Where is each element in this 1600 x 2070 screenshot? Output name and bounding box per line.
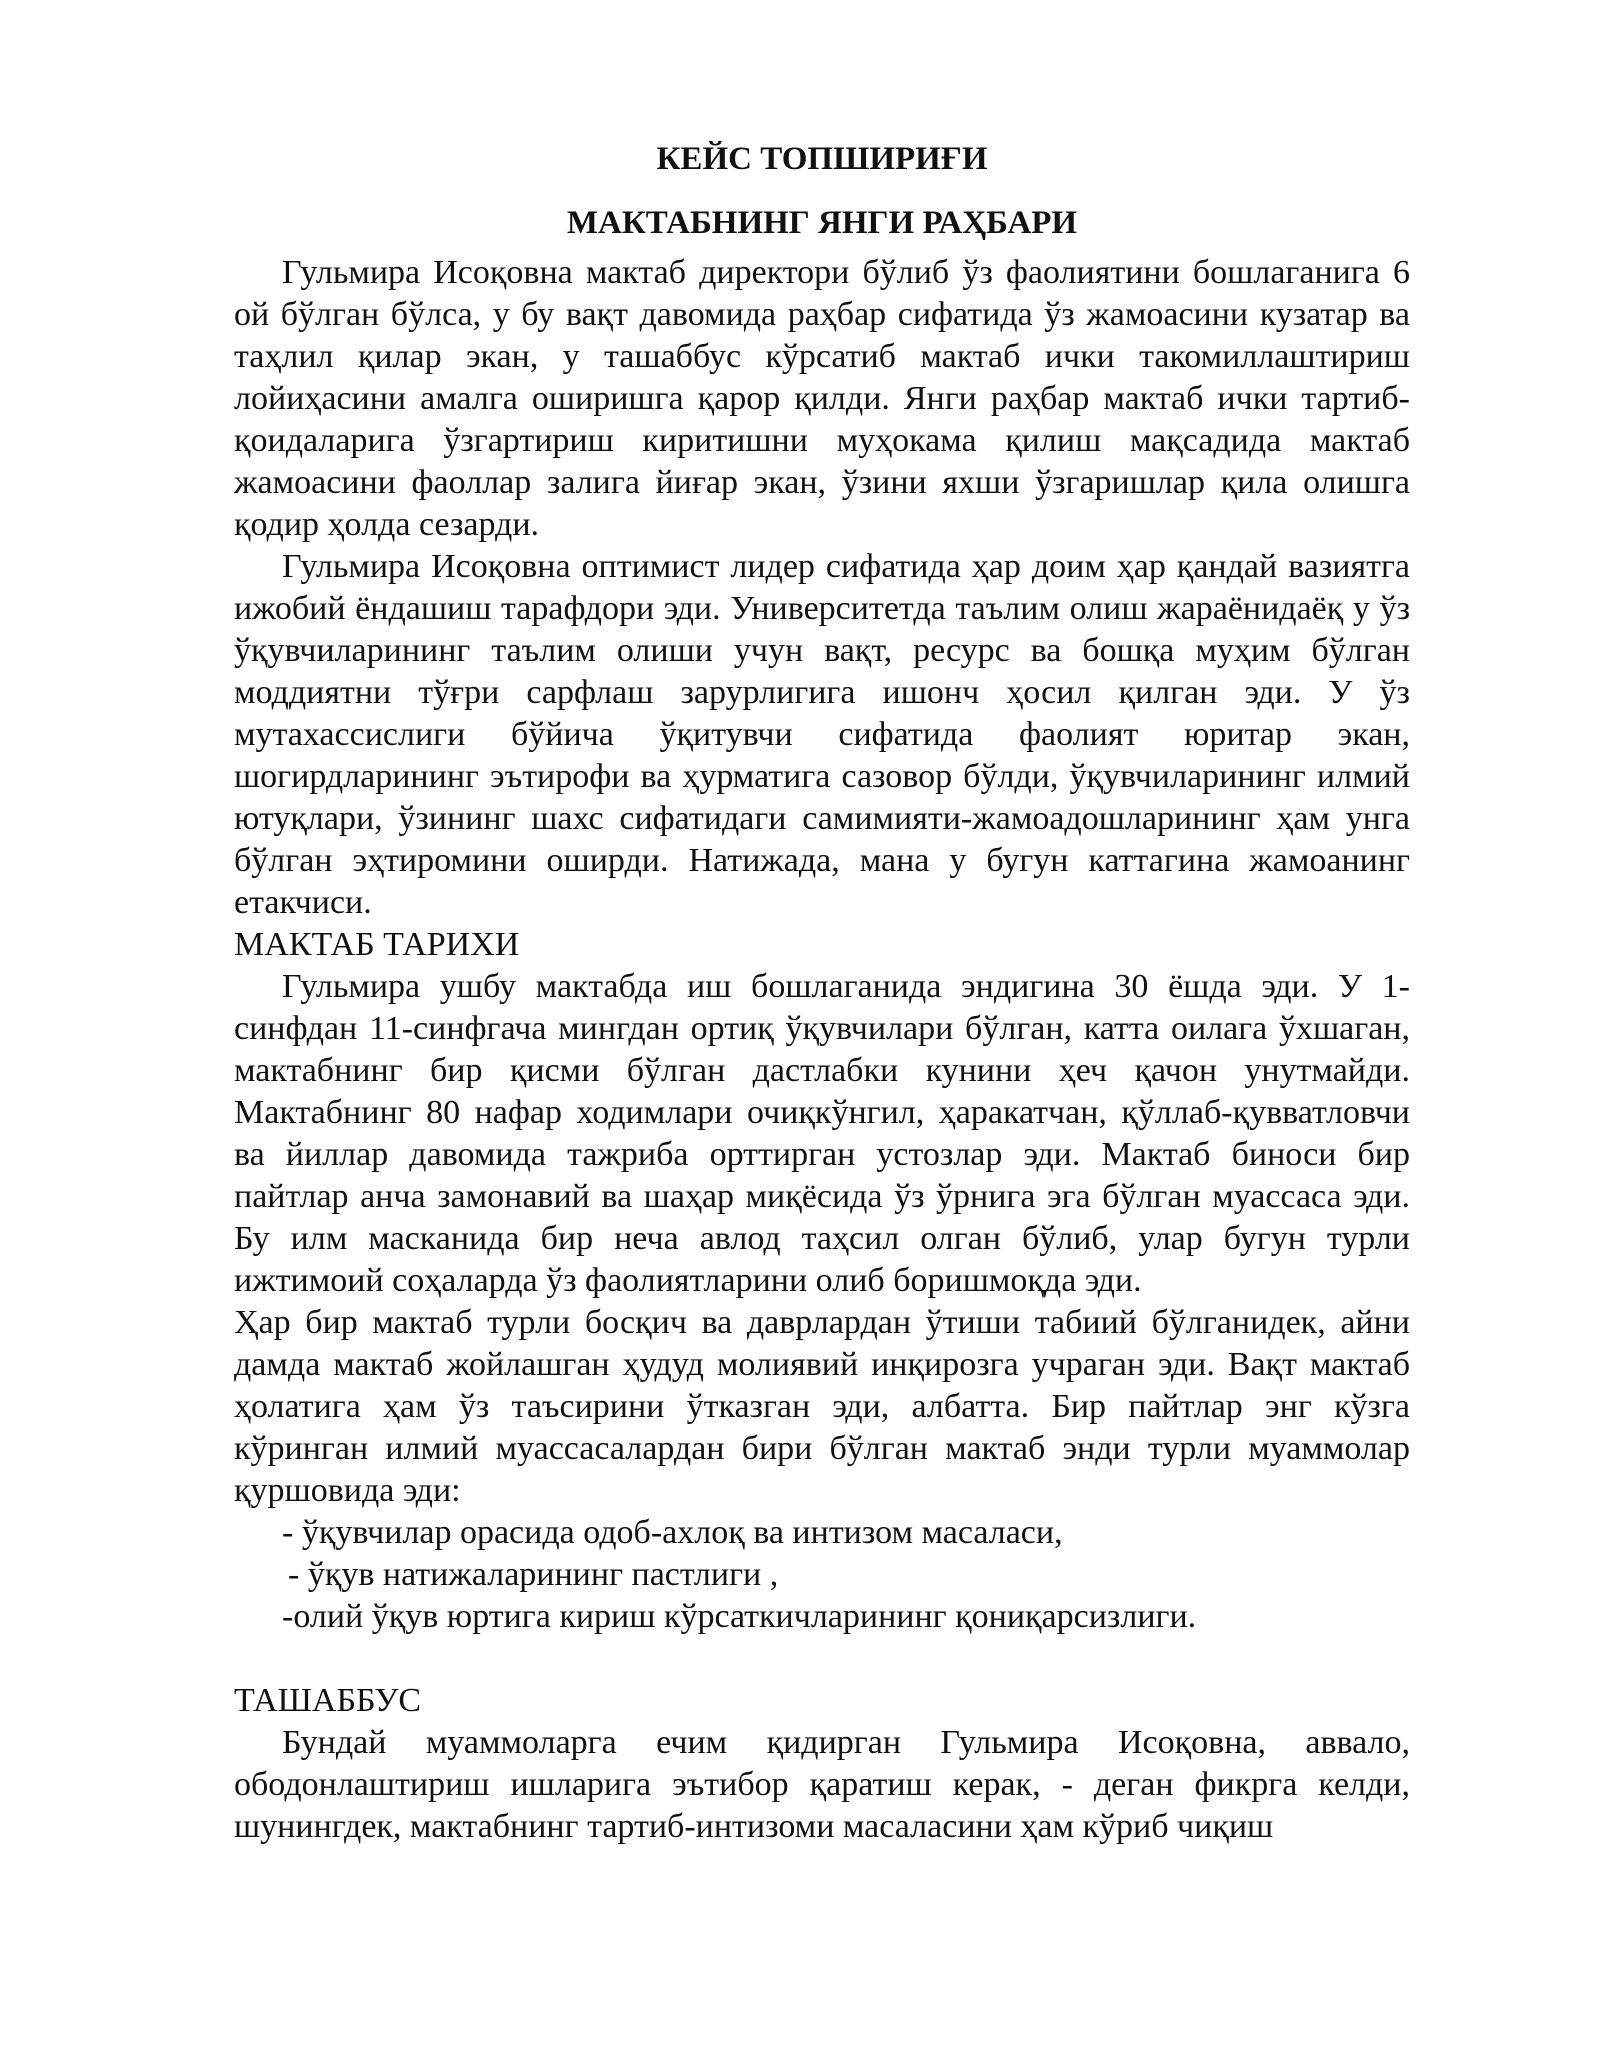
intro-paragraph-2: Гульмира Исоқовна оптимист лидер сифатида ҳар доим ҳар қандай вазиятга ижобий ёндашиш тарафдори эди. Университетда таълим олиш жараёнидаёқ у ўз ўқувчиларининг таълим олиши учун вақт, ресурс ва бошқа муҳим бўлган моддиятни тўғри сарфлаш зарурлигига ишонч ҳосил қилган эди. У ўз мутахассислиги бўйича ўқитувчи сифатида фаолият юритар экан, шогирдларининг эътирофи ва ҳурматига сазовор бўлди, ўқувчиларининг илмий ютуқлари, ўзининг шахс сифатидаги самимияти-жамоадошларининг ҳам унга бўлган эҳтиромини оширди. Натижада, мана у бугун каттагина жамоанинг етакчиси. — [234, 548, 1410, 921]
initiative-paragraph: Бундай муаммоларга ечим қидирган Гульмира Исоқовна, аввало, ободонлаштириш ишларига эътибор қаратиш керак, - деган фикрга келди, шунингдек, мактабнинг тартиб-интизоми масаласини ҳам кўриб чиқиш — [234, 1724, 1410, 1845]
history-paragraph: Гульмира ушбу мактабда иш бошлаганида эндигина 30 ёшда эди. У 1-синфдан 11-синфгача мингдан ортиқ ўқувчилари бўлган, катта оилага ўхшаган, мактабнинг бир қисми бўлган дастлабки кунини ҳеч қачон унутмайди. Мактабнинг 80 нафар ходимлари очиқкўнгил, ҳаракатчан, қўллаб-қувватловчи ва йиллар давомида тажриба орттирган устозлар эди. Мактаб биноси бир пайтлар анча замонавий ва шаҳар миқёсида ўз ўрнига эга бўлган муассаса эди. Бу илм масканида бир неча авлод таҳсил олган бўлиб, улар бугун турли ижтимоий соҳаларда ўз фаолиятларини олиб боришмоқда эди. — [234, 968, 1410, 1299]
spacer — [234, 1638, 1410, 1680]
list-item: - ўқув натижаларининг пастлиги , — [288, 1556, 779, 1593]
intro-paragraph-1: Гульмира Исоқовна мактаб директори бўлиб ўз фаолиятини бошлаганига 6 ой бўлган бўлса, у бу вақт давомида раҳбар сифатида ўз жамоасини кузатар ва таҳлил қилар экан, у ташаббус кўрсатиб мактаб ички такомиллаштириш лойиҳасини амалга оширишга қарор қилди. Янги раҳбар мактаб ички тартиб-қоидаларига ўзгартириш киритишни муҳокама қилиш мақсадида мактаб жамоасини фаоллар залига йиғар экан, ўзини яхши ўзгаришлар қила олишга қодир ҳолда сезарди. — [234, 254, 1410, 543]
section-heading-initiative: ТАШАББУС — [234, 1682, 422, 1719]
document-subtitle: МАКТАБНИНГ ЯНГИ РАҲБАРИ — [566, 205, 1078, 241]
list-item: -олий ўқув юртига кириш кўрсаткичларининг қониқарсизлиги. — [282, 1598, 1197, 1635]
problems-paragraph: Ҳар бир мактаб турли босқич ва даврлардан ўтиши табиий бўлганидек, айни дамда мактаб жойлашган ҳудуд молиявий инқирозга учраган эди. Вақт мактаб ҳолатига ҳам ўз таъсирини ўтказган эди, албатта. Бир пайтлар энг кўзга кўринган илмий муассасалардан бири бўлган мактаб энди турли муаммолар қуршовида эди: — [234, 1304, 1410, 1509]
document-title: КЕЙС ТОПШИРИҒИ — [656, 141, 988, 177]
document-page — [234, 138, 1410, 1848]
section-heading-history: МАКТАБ ТАРИХИ — [234, 926, 520, 963]
problems-list — [234, 1512, 1410, 1638]
list-item: - ўқувчилар орасида одоб-ахлоқ ва интизом масаласи, — [282, 1514, 1063, 1551]
